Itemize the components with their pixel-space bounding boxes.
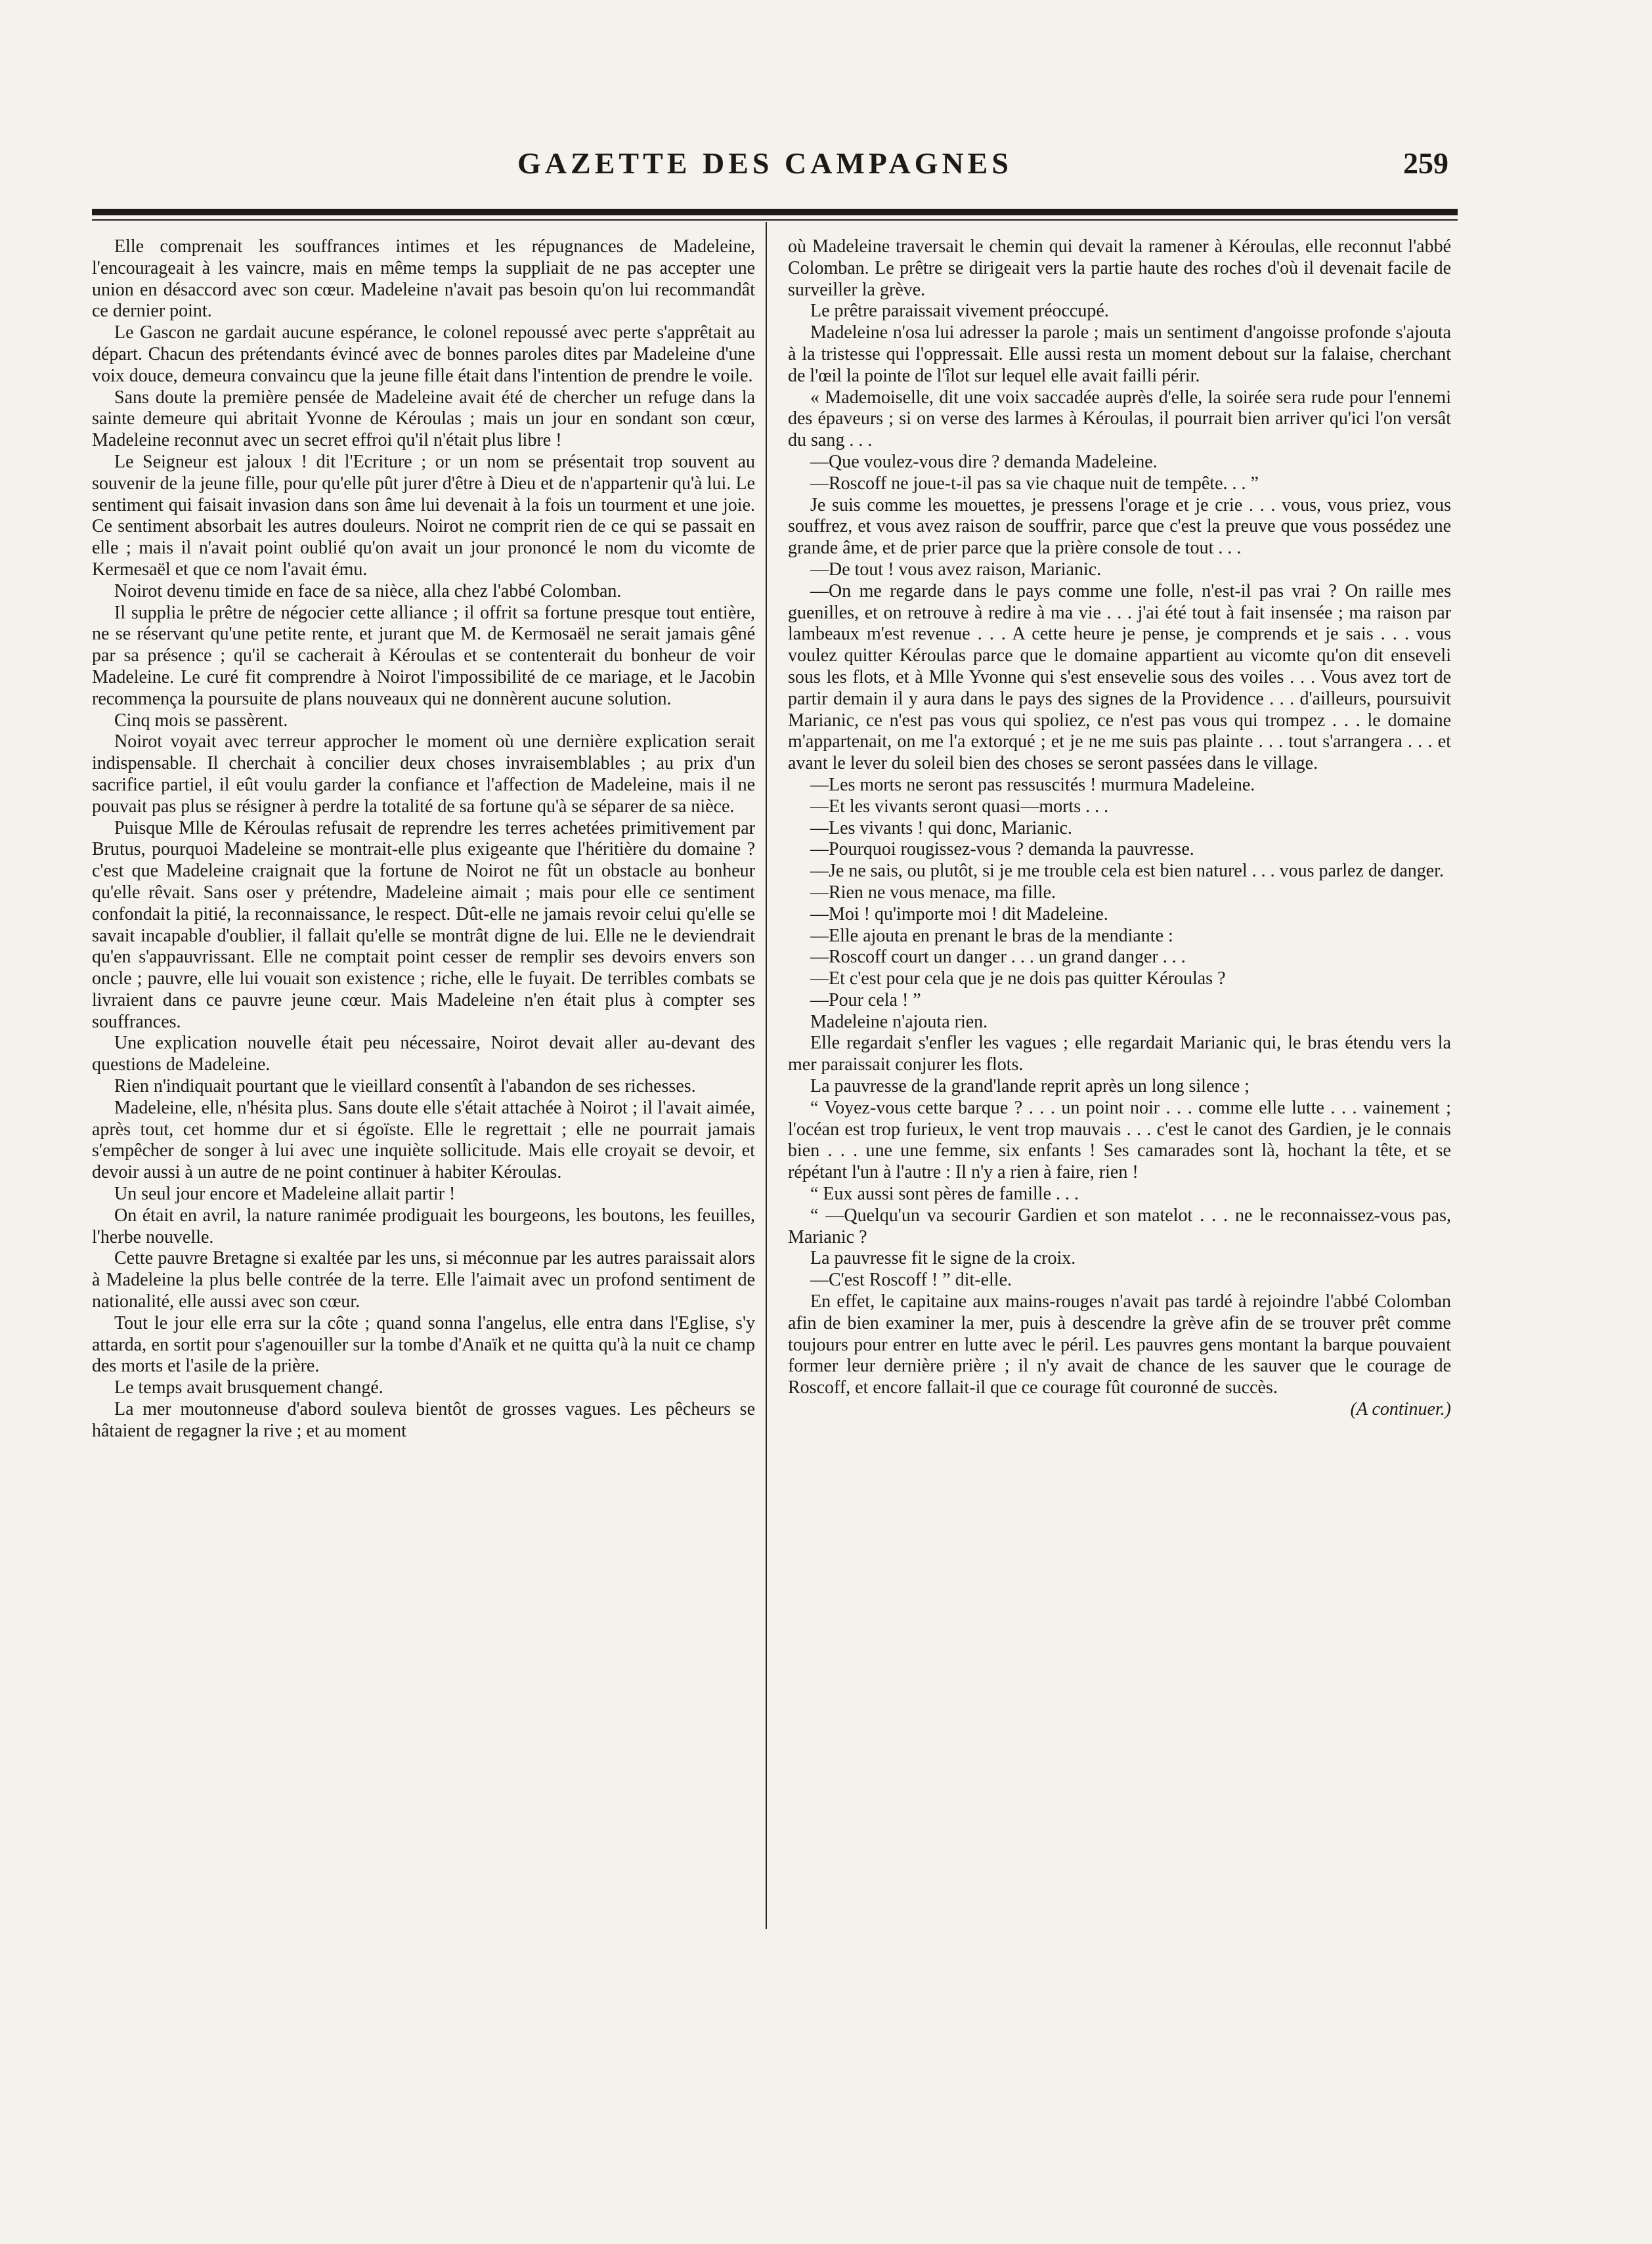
- paragraph: Elle comprenait les souffrances intimes et les répugnances de Madeleine, l'encourageait à les vaincre, mais en même temps la suppliait de ne pas accepter une union en désaccord avec son cœur. Madeleine n'avait pas besoin qu'on lui recommandât ce dernier point.: [92, 236, 755, 322]
- paragraph: Tout le jour elle erra sur la côte ; quand sonna l'angelus, elle entra dans l'Eglise, s'y attarda, en sortit pour s'agenouiller sur la tombe d'Anaïk et ne quitta qu'à la nuit ce champ des morts et l'asile de la prière.: [92, 1312, 755, 1377]
- header-thin-rule: [92, 219, 1458, 221]
- right-column: [788, 236, 1451, 1421]
- paragraph: —On me regarde dans le pays comme une folle, n'est-il pas vrai ? On raille mes guenilles, et on retrouve à redire à ma vie . . . j'ai été tout à fait insensée ; ma raison par lambeaux m'est revenue . . . A cette heure je pense, je comprends et je sais . . . vous voulez quitter Kéroulas parce que le domaine appartient au vicomte qu'on dit enseveli sous les flots, et à Mlle Yvonne qui s'est ensevelie sous des voiles . . . Vous avez tort de partir demain il y aura dans le pays des signes de la Providence . . . d'ailleurs, poursuivit Marianic, ce n'est pas vous qui spoliez, ce n'est pas vous qui trompez . . . le domaine m'appartenait, on me l'a extorqué ; et je ne me suis pas plainte . . . tout s'arrangera . . . et avant le lever du soleil bien des choses se seront passées dans le village.: [788, 580, 1451, 774]
- paragraph: Il supplia le prêtre de négocier cette alliance ; il offrit sa fortune presque tout entière, ne se réservant qu'une petite rente, et jurant que M. de Kermosaël ne serait jamais gêné par sa présence ; qu'il se cacherait à Kéroulas et se contenterait du bonheur de voir Madeleine. Le curé fit comprendre à Noirot l'impossibilité de ce mariage, et le Jacobin recommença la poursuite de plans nouveaux qui ne donnèrent aucune solution.: [92, 602, 755, 709]
- paragraph: —Moi ! qu'importe moi ! dit Madeleine.: [810, 903, 1108, 924]
- paragraph: Noirot voyait avec terreur approcher le moment où une dernière explication serait indispensable. Il cherchait à concilier deux choses invraisemblables ; au prix d'un sacrifice partiel, il eût voulu garder la confiance et l'affection de Madeleine, mais il ne pouvait pas plus se résigner à perdre la totalité de sa fortune qu'à se séparer de sa nièce.: [92, 731, 755, 817]
- paragraph: La mer moutonneuse d'abord souleva bientôt de grosses vagues. Les pêcheurs se hâtaient de regagner la rive ; et au moment: [92, 1399, 755, 1441]
- paragraph: —C'est Roscoff ! ” dit-elle.: [810, 1270, 1012, 1291]
- paragraph: Le Gascon ne gardait aucune espérance, le colonel repoussé avec perte s'apprêtait au départ. Chacun des prétendants évincé avec de bonnes paroles dites par Madeleine d'une voix douce, demeura convaincu que la jeune fille était dans l'intention de prendre le voile.: [92, 322, 755, 386]
- paragraph: Sans doute la première pensée de Madeleine avait été de chercher un refuge dans la sainte demeure qui abritait Yvonne de Kéroulas ; mais un jour en sondant son cœur, Madeleine reconnut avec un secret effroi qu'il n'était plus libre !: [92, 387, 755, 451]
- paragraph: Une explication nouvelle était peu nécessaire, Noirot devait aller au-devant des questions de Madeleine.: [92, 1033, 755, 1075]
- paragraph: —Je ne sais, ou plutôt, si je me trouble cela est bien naturel . . . vous parlez de danger.: [810, 861, 1444, 882]
- paragraph: Puisque Mlle de Kéroulas refusait de reprendre les terres achetées primitivement par Brutus, pourquoi Madeleine se montrait-elle plus exigeante que l'héritière du domaine ? c'est que Madeleine craignait que la fortune de Noirot ne fût un obstacle au bonheur qu'elle rêvait. Sans oser y prétendre, Madeleine aimait ; mais pour elle ce sentiment confondait la pitié, la reconnaissance, le respect. Dût-elle ne jamais revoir celui qu'elle se savait incapable d'oublier, il fallait qu'elle se montrât digne de lui. Elle ne le deviendrait qu'en s'appauvrissant. Elle ne comptait point cesser de remplir ses devoirs envers son oncle ; pauvre, elle lui vouait son existence ; riche, elle le fuyait. De terribles combats se livraient dans ce pauvre jeune cœur. Mais Madeleine n'en était plus à compter ses souffrances.: [92, 817, 755, 1032]
- paragraph: Madeleine n'osa lui adresser la parole ; mais un sentiment d'angoisse profonde s'ajouta à la tristesse qui l'oppressait. Elle aussi resta un moment debout sur la falaise, cherchant de l'œil la pointe de l'îlot sur lequel elle avait failli périr.: [788, 322, 1451, 386]
- paragraph: “ Voyez-vous cette barque ? . . . un point noir . . . comme elle lutte . . . vainement ; l'océan est trop furieux, le vent trop mauvais . . . c'est le canot des Gardien, je le connais bien . . . une une femme, six enfants ! Ses camarades sont là, hochant la tête, et se répétant l'un à l'autre : Il n'y a rien à faire, rien !: [788, 1097, 1451, 1183]
- paragraph: Madeleine, elle, n'hésita plus. Sans doute elle s'était attachée à Noirot ; il l'avait aimée, après tout, cet homme dur et si égoïste. Elle le regrettait ; elle ne pourrait jamais s'empêcher de songer à lui avec une inquiète sollicitude. Mais elle croyait se devoir, et devoir aussi à un autre de ne point continuer à habiter Kéroulas.: [92, 1097, 755, 1183]
- paragraph: —Roscoff ne joue-t-il pas sa vie chaque nuit de tempête. . . ”: [810, 473, 1259, 494]
- paragraph: “ Eux aussi sont pères de famille . . .: [810, 1184, 1079, 1205]
- paragraph: —Et les vivants seront quasi—morts . . .: [810, 796, 1109, 817]
- paragraph: —Pour cela ! ”: [810, 989, 921, 1010]
- paragraph: Le temps avait brusquement changé.: [114, 1377, 383, 1398]
- paragraph: —Les morts ne seront pas ressuscités ! murmura Madeleine.: [810, 774, 1255, 795]
- header-thick-rule: [92, 209, 1458, 215]
- paragraph: —Rien ne vous menace, ma fille.: [810, 882, 1056, 903]
- paragraph: “ —Quelqu'un va secourir Gardien et son matelot . . . ne le reconnaissez-vous pas, Marianic ?: [788, 1205, 1451, 1247]
- paragraph: Noirot devenu timide en face de sa nièce, alla chez l'abbé Colomban.: [114, 580, 622, 601]
- paragraph: —Que voulez-vous dire ? demanda Madeleine.: [810, 451, 1158, 472]
- column-divider: [766, 222, 767, 1929]
- paragraph: La pauvresse fit le signe de la croix.: [810, 1248, 1076, 1269]
- paragraph: En effet, le capitaine aux mains-rouges n'avait pas tardé à rejoindre l'abbé Colomban afin de bien examiner la mer, puis à descendre la grève afin de se trouver prêt comme toujours pour entrer en lutte avec le péril. Les pauvres gens montant la barque pouvaient former leur dernière prière ; il n'y avait de chance de les sauver que le courage de Roscoff, et encore fallait-il que ce courage fût couronné de succès.: [788, 1291, 1451, 1398]
- paragraph: Je suis comme les mouettes, je pressens l'orage et je crie . . . vous, vous priez, vous souffrez, et vous avez raison de souffrir, parce que c'est la preuve que vous possédez une grande âme, et de prier parce que la prière console de tout . . .: [788, 494, 1451, 559]
- paragraph: Cinq mois se passèrent.: [114, 710, 288, 731]
- paragraph: où Madeleine traversait le chemin qui devait la ramener à Kéroulas, elle reconnut l'abbé Colomban. Le prêtre se dirigeait vers la partie haute des roches d'où il devenait facile de surveiller la grève.: [788, 236, 1451, 300]
- paragraph: Un seul jour encore et Madeleine allait partir !: [114, 1184, 456, 1205]
- to-be-continued: (A continuer.): [1350, 1399, 1451, 1420]
- paragraph: Elle regardait s'enfler les vagues ; elle regardait Marianic qui, le bras étendu vers la mer paraissait conjurer les flots.: [788, 1033, 1451, 1075]
- paragraph: La pauvresse de la grand'lande reprit après un long silence ;: [810, 1076, 1250, 1097]
- paragraph: —Les vivants ! qui donc, Marianic.: [810, 817, 1072, 838]
- paragraph: —Elle ajouta en prenant le bras de la mendiante :: [810, 925, 1173, 946]
- paragraph: —De tout ! vous avez raison, Marianic.: [810, 559, 1102, 580]
- paragraph: « Mademoiselle, dit une voix saccadée auprès d'elle, la soirée sera rude pour l'ennemi des épaveurs ; si on verse des larmes à Kéroulas, il pourrait bien arriver qu'ici l'on versât du sang . . .: [788, 387, 1451, 451]
- running-title: GAZETTE DES CAMPAGNES: [517, 146, 1012, 180]
- paragraph: Madeleine n'ajouta rien.: [810, 1011, 988, 1032]
- page-header: [85, 140, 1448, 186]
- paragraph: —Pourquoi rougissez-vous ? demanda la pauvresse.: [810, 839, 1194, 860]
- page-number: 259: [1403, 146, 1448, 180]
- paragraph: —Roscoff court un danger . . . un grand danger . . .: [810, 947, 1186, 968]
- paragraph: Le prêtre paraissait vivement préoccupé.: [810, 301, 1109, 322]
- paragraph: Rien n'indiquait pourtant que le vieillard consentît à l'abandon de ses richesses.: [114, 1076, 696, 1097]
- paragraph: —Et c'est pour cela que je ne dois pas quitter Kéroulas ?: [810, 968, 1226, 989]
- paragraph: On était en avril, la nature ranimée prodiguait les bourgeons, les boutons, les feuilles, l'herbe nouvelle.: [92, 1205, 755, 1247]
- paragraph: Cette pauvre Bretagne si exaltée par les uns, si méconnue par les autres paraissait alors à Madeleine la plus belle contrée de la terre. Elle l'aimait avec un profond sentiment de nationalité, elle aussi avec son cœur.: [92, 1248, 755, 1312]
- left-column: [92, 236, 755, 1442]
- paragraph: Le Seigneur est jaloux ! dit l'Ecriture ; or un nom se présentait trop souvent au souvenir de la jeune fille, pour qu'elle pût jurer d'être à Dieu et de n'appartenir qu'à lui. Le sentiment qui faisait invasion dans son âme lui devenait à la fois un tourment et une joie. Ce sentiment absorbait les autres douleurs. Noirot ne comprit rien de ce qui se passait en elle ; mais il n'avait point oublié qu'on avait un jour prononcé le nom du vicomte de Kermesaël et que ce nom l'avait ému.: [92, 451, 755, 580]
